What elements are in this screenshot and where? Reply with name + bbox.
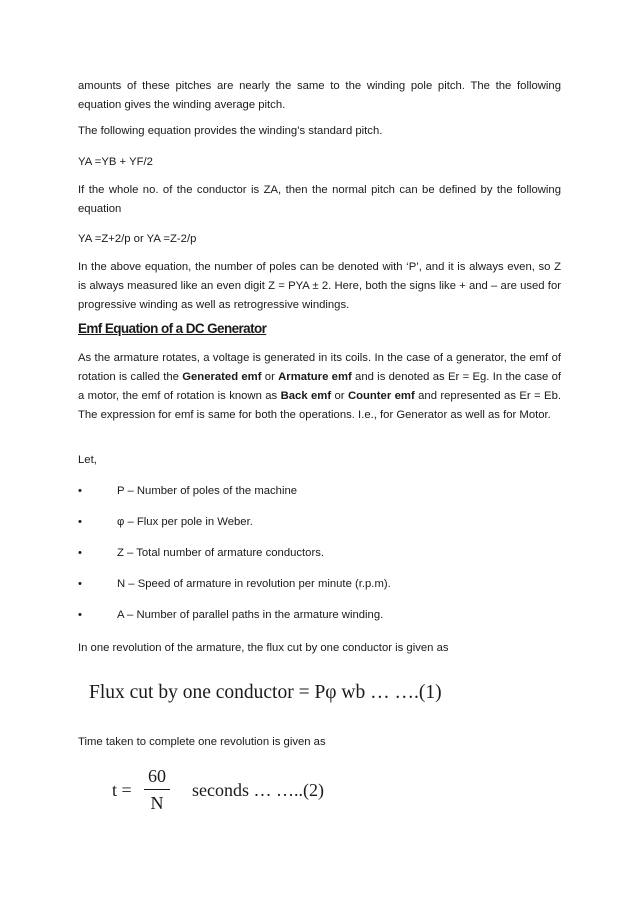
- text-run: or: [261, 371, 279, 383]
- text-run: or: [331, 390, 348, 402]
- term-generated-emf: Generated emf: [182, 371, 262, 383]
- list-item-text: P – Number of poles of the machine: [117, 485, 298, 497]
- equation-rhs: seconds … …..(2): [192, 780, 324, 800]
- paragraph-emf-rotation: [78, 349, 561, 425]
- list-item-text: φ – Flux per pole in Weber.: [117, 516, 253, 528]
- paragraph-normal-pitch: If the whole no. of the conductor is ZA, then the normal pitch can be defined by the following equation: [78, 184, 561, 215]
- fraction-denominator: N: [150, 793, 164, 813]
- equation-average-pitch: YA =YB + YF/2: [78, 156, 153, 168]
- list-item: [78, 575, 561, 593]
- paragraph-time-taken: Time taken to complete one revolution is given as: [78, 736, 326, 748]
- equation-lhs: t =: [112, 780, 132, 800]
- list-item: [78, 544, 561, 562]
- term-back-emf: Back emf: [280, 390, 332, 402]
- list-item: [78, 482, 561, 500]
- list-item-text: A – Number of parallel paths in the armature winding.: [117, 609, 384, 621]
- text-run: As the armature rotates, a voltage is generated in its coils. In the case of a generator, the emf of rotation is called the: [78, 352, 561, 383]
- text-run: and represented as Er = Eb. The expression for emf is same for both the operations. I.e., for Generator as well as for Motor.: [78, 390, 562, 421]
- section-heading: Emf Equation of a DC Generator: [78, 321, 267, 336]
- bullet-icon: •: [78, 578, 82, 590]
- bullet-icon: •: [78, 609, 82, 621]
- equation-time: [112, 765, 412, 825]
- term-counter-emf: Counter emf: [347, 390, 415, 402]
- bullet-icon: •: [78, 516, 82, 528]
- equation-flux-cut: Flux cut by one conductor = Pφ wb … ….(1): [89, 682, 442, 703]
- list-item: [78, 513, 561, 531]
- fraction-bar: [144, 789, 170, 790]
- paragraph-pitch-intro: amounts of these pitches are nearly the same to the winding pole pitch. The the following equation gives the winding average pitch.: [78, 80, 561, 111]
- paragraph-let: Let,: [78, 454, 97, 466]
- paragraph-standard-pitch: The following equation provides the winding’s standard pitch.: [78, 125, 383, 137]
- term-armature-emf: Armature emf: [278, 371, 352, 383]
- list-item-text: Z – Total number of armature conductors.: [117, 547, 325, 559]
- text-run: and is denoted as Er = Eg. In the case of a motor, the emf of rotation is known as: [78, 371, 561, 402]
- paragraph-poles: In the above equation, the number of poles can be denoted with ‘P’, and it is always even, so Z is always measured like an even digit Z = PYA ± 2. Here, both the signs like + and – are used for progressive winding as well as retrogressive windings.: [78, 261, 561, 311]
- list-item-text: N – Speed of armature in revolution per minute (r.p.m).: [117, 578, 391, 590]
- paragraph-flux-cut: In one revolution of the armature, the flux cut by one conductor is given as: [78, 642, 449, 654]
- equation-normal-pitch: YA =Z+2/p or YA =Z-2/p: [78, 233, 197, 245]
- fraction-numerator: 60: [148, 766, 166, 786]
- list-item: [78, 606, 561, 624]
- bullet-icon: •: [78, 485, 82, 497]
- bullet-icon: •: [78, 547, 82, 559]
- fraction: [144, 765, 170, 814]
